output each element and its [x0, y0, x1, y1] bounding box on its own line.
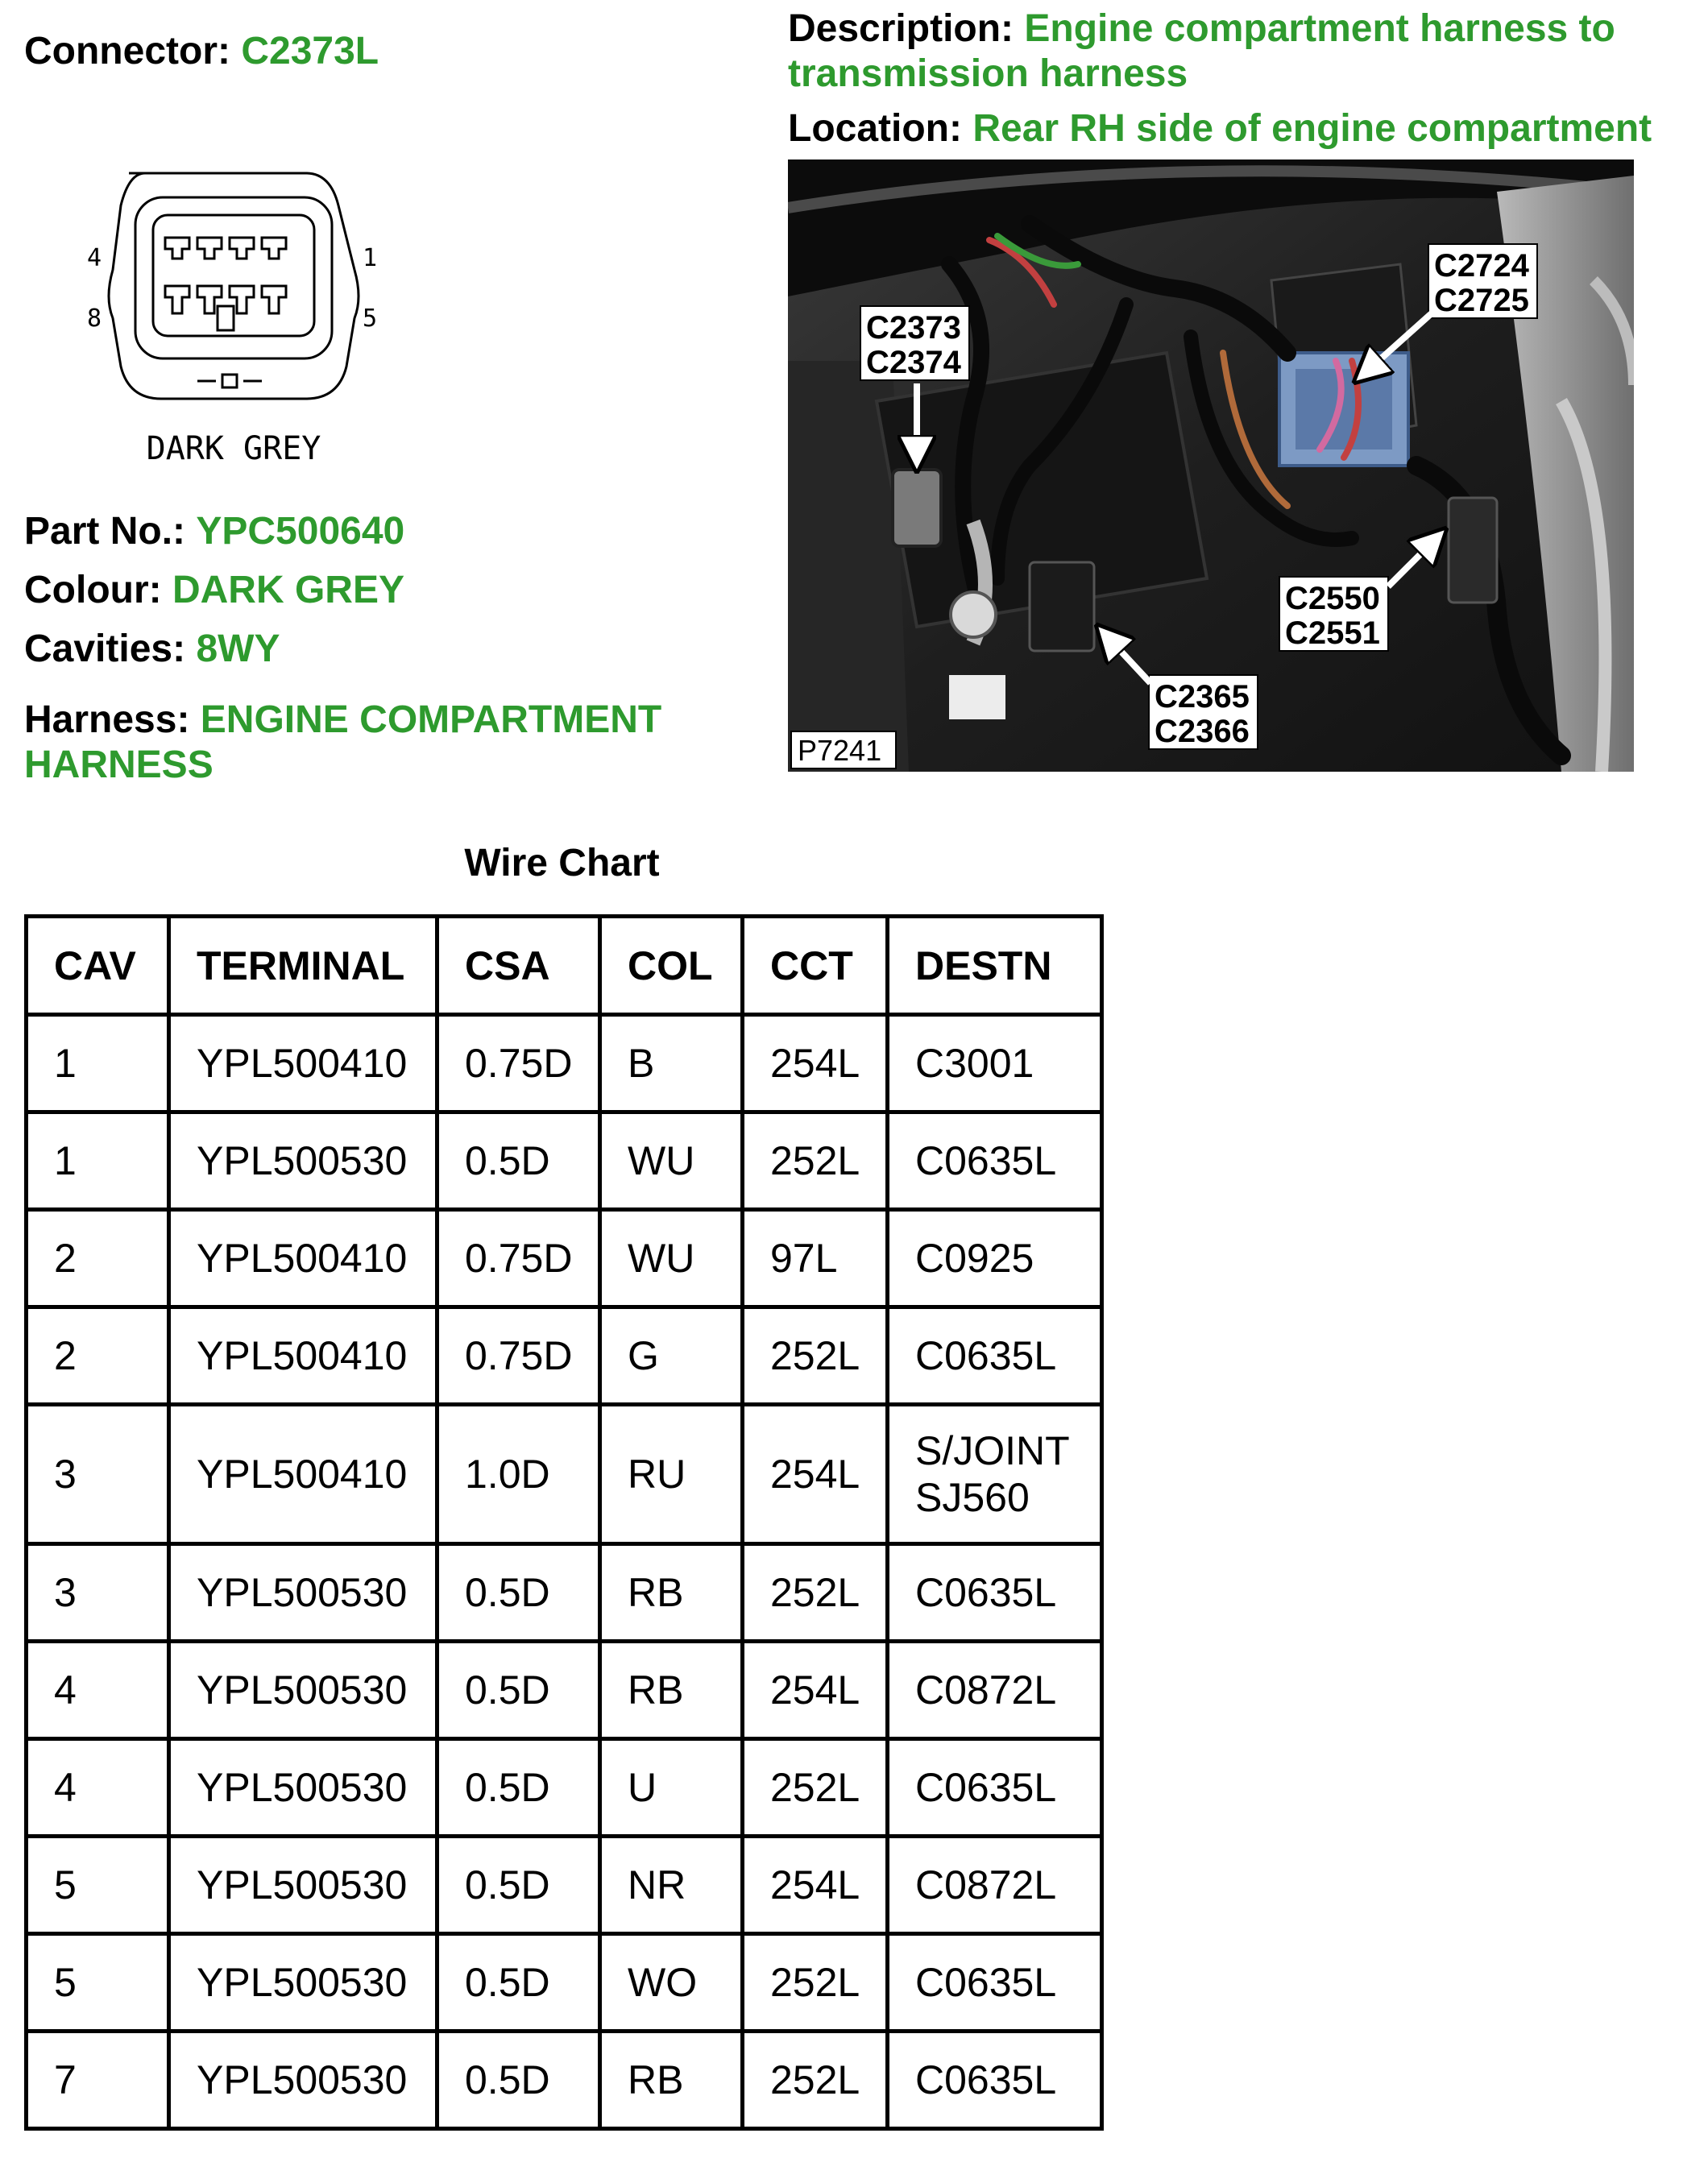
cell-cct: 254L	[743, 1642, 888, 1739]
callout-c2366-text: C2366	[1155, 714, 1250, 749]
table-row	[27, 1405, 1102, 1544]
cell-col: NR	[600, 1837, 743, 1934]
cell-cct: 254L	[743, 1837, 888, 1934]
colour-value: DARK GREY	[172, 569, 404, 611]
cell-cav: 5	[27, 1837, 169, 1934]
cell-cav: 3	[27, 1544, 169, 1642]
harness-value-2: HARNESS	[24, 744, 214, 786]
cell-cct: 252L	[743, 2032, 888, 2129]
cell-cct: 254L	[743, 1405, 888, 1544]
cell-col: WU	[600, 1210, 743, 1307]
cell-csa: 0.5D	[437, 1934, 600, 2032]
callout-c2725-text: C2725	[1434, 283, 1529, 318]
pin-8-label: 8	[87, 304, 102, 333]
table-row	[27, 1642, 1102, 1739]
cell-csa: 0.75D	[437, 1307, 600, 1405]
cell-csa: 0.5D	[437, 1544, 600, 1642]
cell-cav: 4	[27, 1739, 169, 1837]
callout-c2724-text: C2724	[1434, 248, 1529, 284]
cell-col: WO	[600, 1934, 743, 2032]
cell-destn: C0635L	[888, 1307, 1102, 1405]
table-row	[27, 1544, 1102, 1642]
cell-destn: C0635L	[888, 2032, 1102, 2129]
cell-terminal: YPL500530	[169, 1112, 437, 1210]
part-no-label: Part No.:	[24, 510, 186, 553]
engine-compartment-photo	[788, 159, 1634, 772]
cell-cct: 252L	[743, 1934, 888, 2032]
header-cct: CCT	[743, 917, 888, 1015]
harness-line	[24, 698, 661, 743]
callout-c2373-text: C2373	[866, 310, 961, 346]
connector-label: Connector:	[24, 30, 230, 72]
pin-1-label: 1	[363, 244, 378, 272]
wire-chart-title: Wire Chart	[464, 842, 660, 884]
table-header-row	[27, 917, 1102, 1015]
callout-c2551-text: C2551	[1285, 615, 1380, 651]
cell-cct: 252L	[743, 1112, 888, 1210]
callout-c2550-text: C2550	[1285, 581, 1380, 616]
cell-cav: 2	[27, 1307, 169, 1405]
cell-cct: 252L	[743, 1739, 888, 1837]
cell-cav: 4	[27, 1642, 169, 1739]
location-label: Location:	[788, 107, 962, 150]
callout-c2374-text: C2374	[866, 345, 961, 380]
location-value: Rear RH side of engine compartment	[972, 107, 1652, 150]
callout-c2365	[1149, 675, 1258, 749]
cell-destn: C3001	[888, 1015, 1102, 1112]
connector-face-diagram	[73, 157, 395, 479]
cell-cav: 3	[27, 1405, 169, 1544]
callout-c2724	[1428, 244, 1537, 318]
cell-destn: C0925	[888, 1210, 1102, 1307]
diagram-caption: DARK GREY	[146, 430, 321, 467]
photo-ref-text: P7241	[798, 734, 882, 767]
cell-csa: 0.75D	[437, 1210, 600, 1307]
cell-cav: 2	[27, 1210, 169, 1307]
table-row	[27, 1015, 1102, 1112]
callout-c2373	[860, 306, 969, 380]
cell-cct: 254L	[743, 1015, 888, 1112]
header-terminal: TERMINAL	[169, 917, 437, 1015]
cell-terminal: YPL500410	[169, 1210, 437, 1307]
cell-terminal: YPL500530	[169, 1934, 437, 2032]
cell-terminal: YPL500530	[169, 1642, 437, 1739]
wire-chart-table	[24, 914, 1104, 2131]
cell-terminal: YPL500530	[169, 1544, 437, 1642]
cell-destn: C0872L	[888, 1642, 1102, 1739]
cell-csa: 0.5D	[437, 1739, 600, 1837]
cell-col: RB	[600, 1544, 743, 1642]
cell-csa: 0.75D	[437, 1015, 600, 1112]
pin-4-label: 4	[87, 244, 102, 272]
photo-reference-label	[791, 731, 896, 768]
colour-label: Colour:	[24, 569, 162, 611]
cell-cav: 7	[27, 2032, 169, 2129]
part-no-value: YPC500640	[196, 510, 405, 553]
colour-line	[24, 568, 404, 613]
harness-label: Harness:	[24, 698, 190, 741]
cell-destn: C0635L	[888, 1544, 1102, 1642]
cell-destn: C0635L	[888, 1112, 1102, 1210]
cell-terminal: YPL500530	[169, 2032, 437, 2129]
cell-cav: 5	[27, 1934, 169, 2032]
cell-csa: 0.5D	[437, 2032, 600, 2129]
connector-value: C2373L	[241, 30, 379, 72]
description-label: Description:	[788, 7, 1014, 50]
cell-col: RB	[600, 1642, 743, 1739]
pin-5-label: 5	[363, 304, 378, 333]
description-line	[788, 6, 1615, 52]
cavities-line	[24, 627, 280, 672]
table-row	[27, 1307, 1102, 1405]
cell-csa: 0.5D	[437, 1112, 600, 1210]
header-cav: CAV	[27, 917, 169, 1015]
cell-terminal: YPL500410	[169, 1405, 437, 1544]
cell-terminal: YPL500530	[169, 1837, 437, 1934]
cell-col: RU	[600, 1405, 743, 1544]
location-line	[788, 106, 1652, 151]
cell-col: B	[600, 1015, 743, 1112]
table-row	[27, 2032, 1102, 2129]
table-row	[27, 1934, 1102, 2032]
description-line-2	[788, 52, 1188, 97]
harness-line-2	[24, 743, 214, 788]
header-csa: CSA	[437, 917, 600, 1015]
cavities-label: Cavities:	[24, 628, 186, 670]
cell-csa: 0.5D	[437, 1642, 600, 1739]
cell-col: RB	[600, 2032, 743, 2129]
cell-destn: C0872L	[888, 1837, 1102, 1934]
cell-cct: 252L	[743, 1307, 888, 1405]
table-row	[27, 1112, 1102, 1210]
cell-destn: S/JOINT SJ560	[888, 1405, 1102, 1544]
part-no-line	[24, 509, 404, 554]
header-col: COL	[600, 917, 743, 1015]
description-value-1: Engine compartment harness to	[1024, 7, 1615, 50]
cell-csa: 0.5D	[437, 1837, 600, 1934]
header-destn: DESTN	[888, 917, 1102, 1015]
cell-terminal: YPL500410	[169, 1307, 437, 1405]
cell-csa: 1.0D	[437, 1405, 600, 1544]
callout-c2365-text: C2365	[1155, 679, 1250, 715]
cell-destn: C0635L	[888, 1934, 1102, 2032]
cell-cct: 97L	[743, 1210, 888, 1307]
table-row	[27, 1739, 1102, 1837]
cell-col: G	[600, 1307, 743, 1405]
connector-line	[24, 29, 379, 74]
cell-col: U	[600, 1739, 743, 1837]
table-row	[27, 1837, 1102, 1934]
harness-value-1: ENGINE COMPARTMENT	[200, 698, 662, 741]
callout-c2550	[1279, 577, 1388, 651]
table-row	[27, 1210, 1102, 1307]
cell-terminal: YPL500410	[169, 1015, 437, 1112]
cell-cav: 1	[27, 1015, 169, 1112]
description-value-2: transmission harness	[788, 52, 1188, 95]
cavities-value: 8WY	[196, 628, 280, 670]
cell-col: WU	[600, 1112, 743, 1210]
cell-terminal: YPL500530	[169, 1739, 437, 1837]
cell-cav: 1	[27, 1112, 169, 1210]
cell-cct: 252L	[743, 1544, 888, 1642]
cell-destn: C0635L	[888, 1739, 1102, 1837]
